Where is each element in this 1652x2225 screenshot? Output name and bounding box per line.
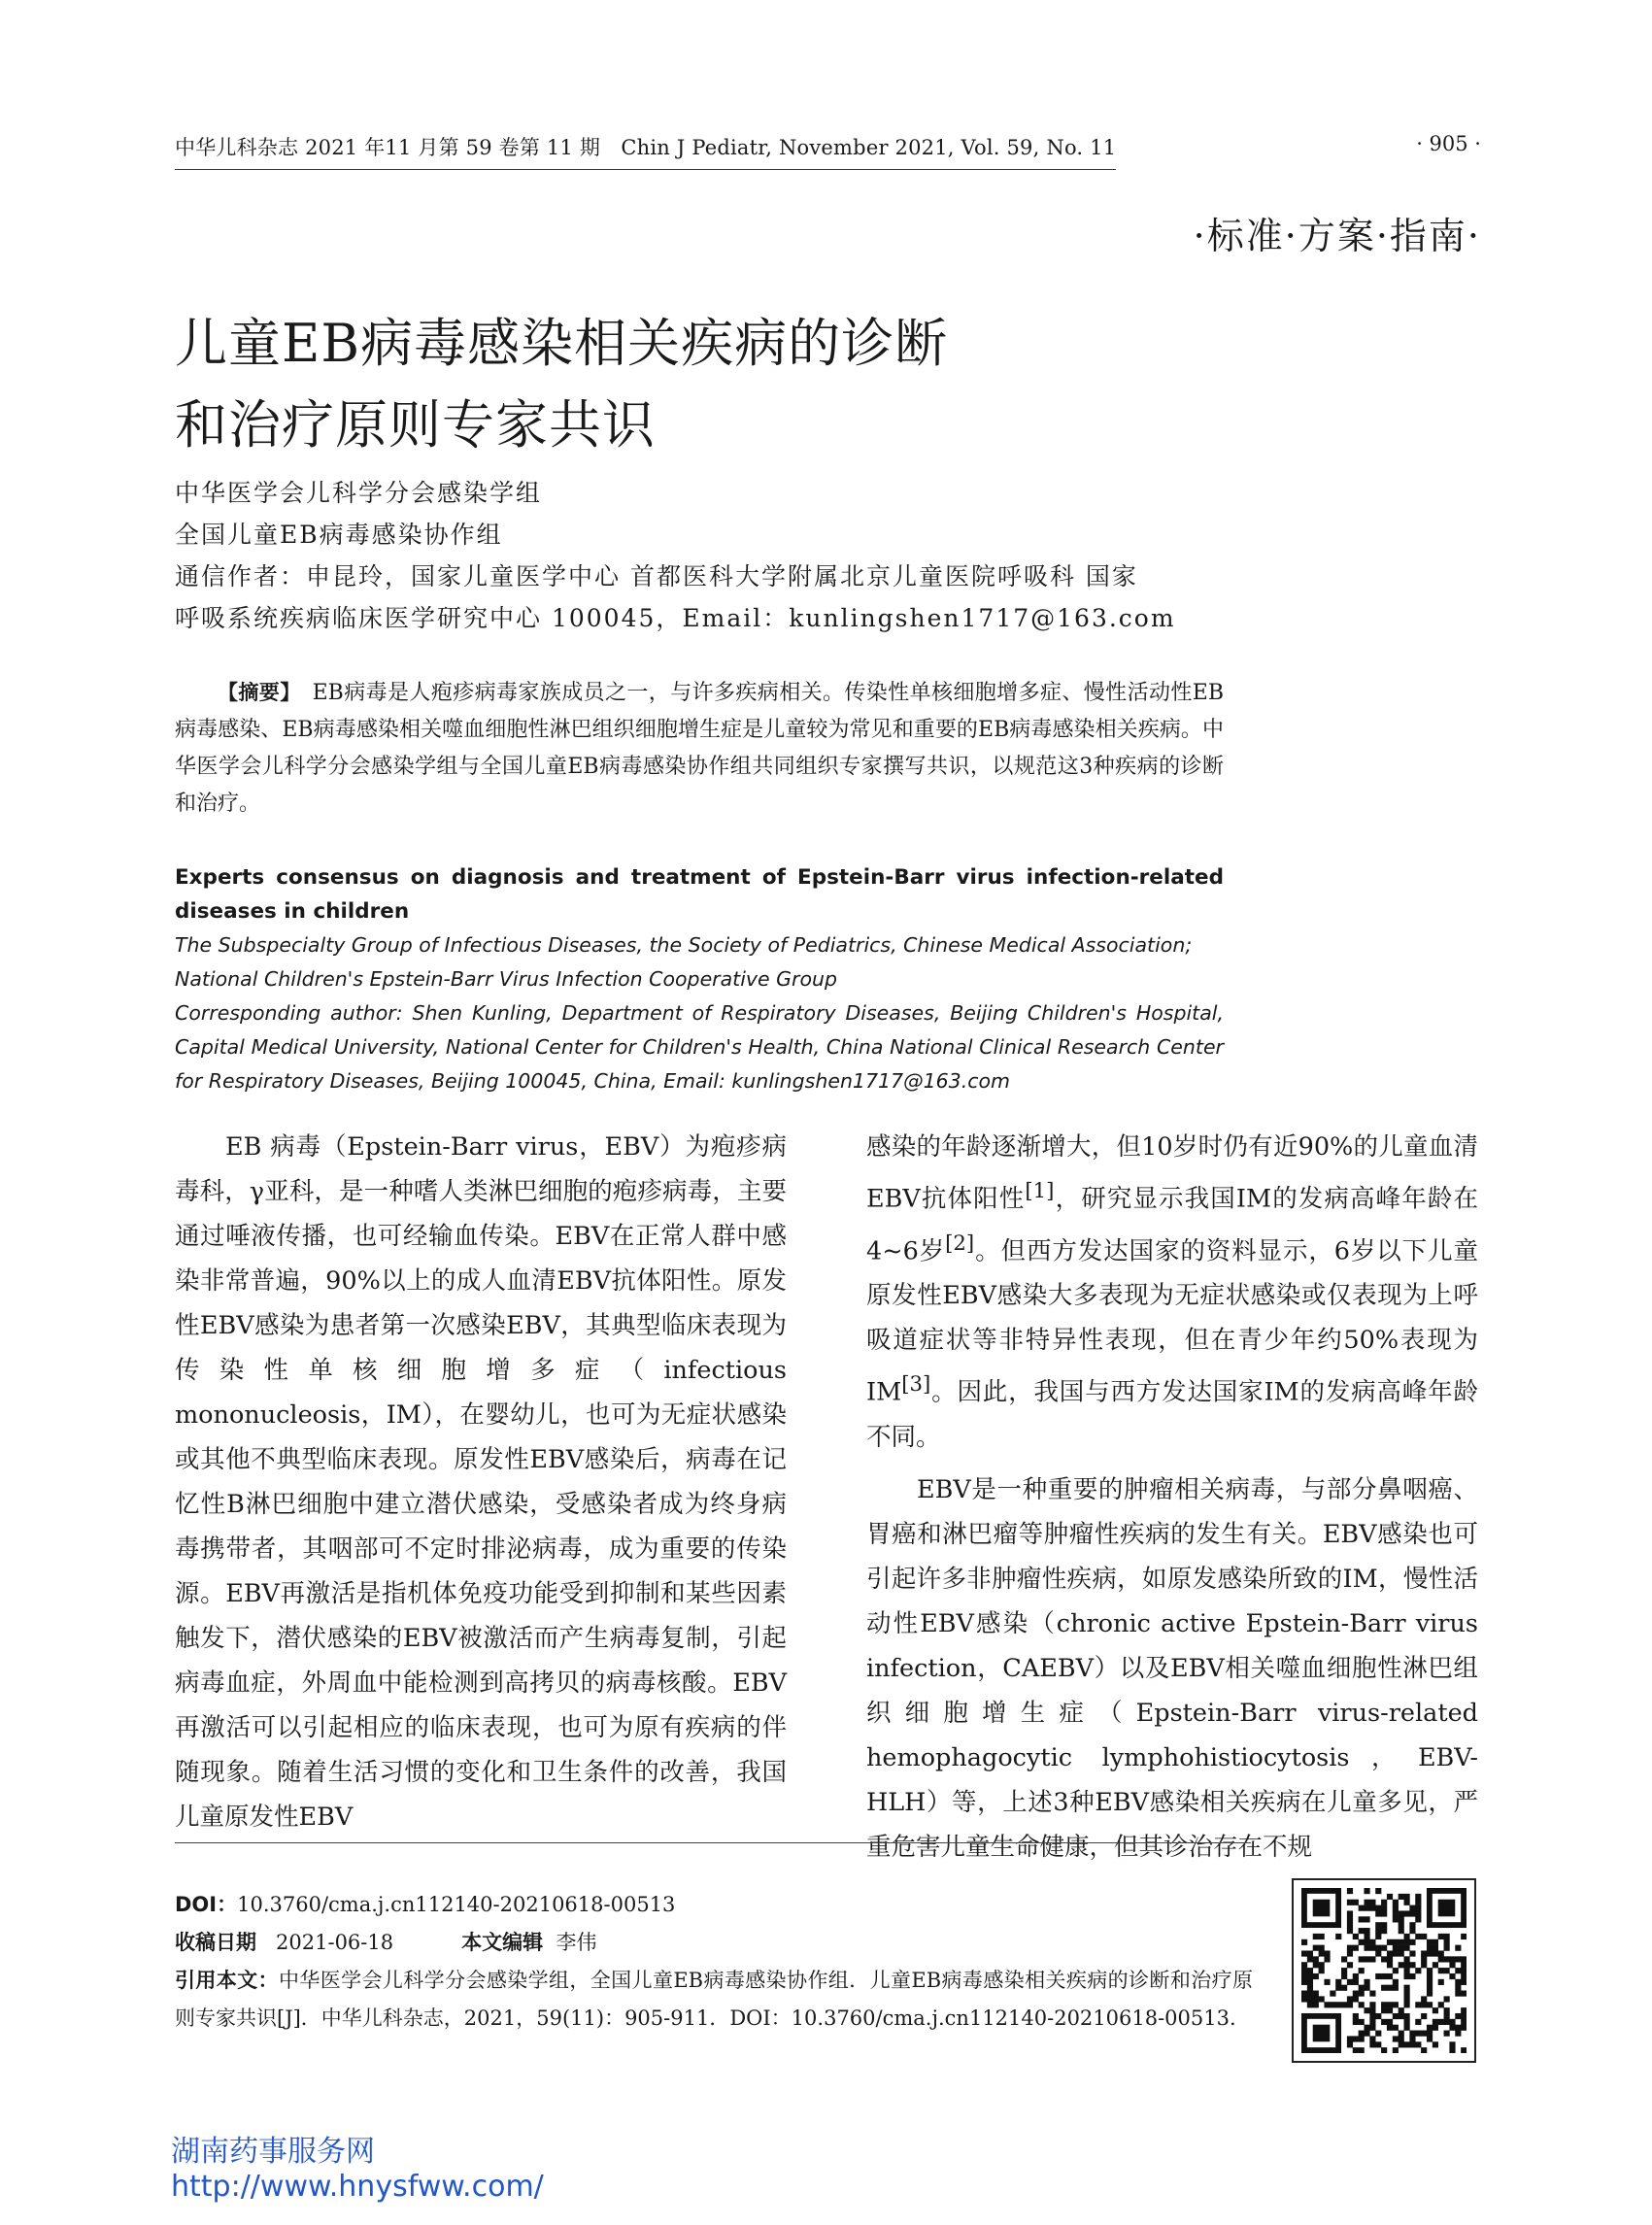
body-paragraph	[866, 1125, 1478, 1460]
body-paragraph: EB 病毒（Epstein-Barr virus，EBV）为疱疹病毒科，γ亚科，是一种嗜人类淋巴细胞的疱疹病毒，主要通过唾液传播，也可经输血传染。EBV在正常人群中感染非常普遍，90%以上的成人血清EBV抗体阳性。原发性EBV感染为患者第一次感染EBV，其典型临床表现为传染性单核细胞增多症（infectious mononucleosis，IM），在婴幼儿，也可为无症状感染或其他不典型临床表现。原发性EBV感染后，病毒在记忆性B淋巴细胞中建立潜伏感染，受感染者成为终身病毒携带者，其咽部可不定时排泌病毒，成为重要的传染源。EBV再激活是指机体免疫功能受到抑制和某些因素触发下，潜伏感染的EBV被激活而产生病毒复制，引起病毒血症，外周血中能检测到高拷贝的病毒核酸。EBV再激活可以引起相应的临床表现，也可为原有疾病的伴随现象。随着生活习惯的变化和卫生条件的改善，我国儿童原发性EBV	[175, 1132, 787, 1832]
citation-row	[175, 1962, 1253, 2038]
abstract	[175, 674, 1224, 823]
english-affiliation-2: National Children's Epstein-Barr Virus Infection Cooperative Group	[175, 967, 838, 991]
citation-value: 中华医学会儿科学分会感染学组，全国儿童EB病毒感染协作组．儿童EB病毒感染相关疾病的诊断和治疗原则专家共识[J]．中华儿科杂志，2021，59(11)：905-911．DOI：10.3760/cma.j.cn112140-20210618-00513.	[175, 1969, 1253, 2030]
received-label: 收稿日期	[175, 1931, 256, 1954]
citation-label: 引用本文：	[175, 1969, 279, 1992]
article-footnote	[175, 1886, 1253, 2038]
abstract-label: 【摘要】	[218, 681, 301, 704]
author-group-1: 中华医学会儿科学分会感染学组	[175, 479, 543, 507]
editor-value: 李伟	[556, 1931, 597, 1954]
watermark	[171, 2135, 544, 2205]
reference-1-link[interactable]: [1]	[1025, 1179, 1055, 1203]
author-block	[175, 472, 1243, 639]
watermark-site-name: 湖南药事服务网	[171, 2135, 375, 2169]
journal-citation-line: 中华儿科杂志 2021 年11 月第 59 卷第 11 期 Chin J Pediatr, November 2021, Vol. 59, No. 11	[175, 132, 1116, 170]
watermark-url[interactable]: http://www.hnysfww.com/	[171, 2170, 544, 2204]
editor-label: 本文编辑	[461, 1931, 544, 1954]
qr-code-graphic	[1301, 1888, 1467, 2053]
running-header	[175, 132, 1481, 167]
english-title: Experts consensus on diagnosis and treatment of Epstein-Barr virus infection-related diseases in children	[175, 865, 1224, 924]
footnote-divider	[175, 1842, 1251, 1843]
doi-row	[175, 1886, 1253, 1924]
received-value: 2021-06-18	[276, 1931, 394, 1954]
body-text: 。因此，我国与西方发达国家IM的发病高峰年龄不同。	[866, 1377, 1478, 1452]
reference-3-link[interactable]: [3]	[901, 1372, 931, 1397]
author-group-2: 全国儿童EB病毒感染协作组	[175, 521, 503, 549]
article-title-line-1: 儿童EB病毒感染相关疾病的诊断	[175, 313, 949, 374]
article-title	[175, 303, 1243, 466]
section-tag: ·标准·方案·指南·	[1193, 215, 1481, 257]
received-editor-row	[175, 1924, 1253, 1962]
body-text: ，研究显示我国IM的发病高峰年龄在4~6岁	[866, 1184, 1478, 1265]
doi-label: DOI：	[175, 1893, 238, 1916]
english-corresponding-author: Corresponding author: Shen Kunling, Department of Respiratory Diseases, Beijing Children's Hospital, Capital Medical University, National Center for Children's Health, China National Clinical Research Center for Respiratory Diseases, Beijing 100045, China, Email: kunlingshen1717@163.com	[175, 1001, 1224, 1093]
corresponding-author-line-2: 呼吸系统疾病临床医学研究中心 100045，Email：kunlingshen1717@163.com	[175, 604, 1176, 632]
body-text: 。但西方发达国家的资料显示，6岁以下儿童原发性EBV感染大多表现为无症状感染或仅表现为上呼吸道症状等非特异性表现，但在青少年约50%表现为IM	[866, 1236, 1478, 1407]
body-paragraph: EBV是一种重要的肿瘤相关病毒，与部分鼻咽癌、胃癌和淋巴瘤等肿瘤性疾病的发生有关。EBV感染也可引起许多非肿瘤性疾病，如原发感染所致的IM，慢性活动性EBV感染（chronic active Epstein-Barr virus infection，CAEBV）以及EBV相关噬血细胞性淋巴组织细胞增生症（Epstein-Barr virus-related hemophagocytic lymphohistiocytosis，EBV-HLH）等，上述3种EBV感染相关疾病在儿童多见，严重危害儿童生命健康，但其诊治存在不规	[866, 1474, 1478, 1862]
corresponding-author-line-1: 通信作者：申昆玲，国家儿童医学中心 首都医科大学附属北京儿童医院呼吸科 国家	[175, 562, 1138, 590]
body-column-right	[866, 1125, 1478, 1870]
abstract-text: EB病毒是人疱疹病毒家族成员之一，与许多疾病相关。传染性单核细胞增多症、慢性活动性EB病毒感染、EB病毒感染相关噬血细胞性淋巴组织细胞增生症是儿童较为常见和重要的EB病毒感染相关疾病。中华医学会儿科学分会感染学组与全国儿童EB病毒感染协作组共同组织专家撰写共识，以规范这3种疾病的诊断和治疗。	[175, 681, 1224, 816]
page-number: · 905 ·	[1416, 132, 1481, 155]
english-abstract-block	[175, 860, 1224, 1098]
doi-value[interactable]: 10.3760/cma.j.cn112140-20210618-00513	[237, 1893, 676, 1916]
body-text: 感染的年龄逐渐增大，但10岁时仍有近90%的儿童血清EBV抗体阳性	[866, 1132, 1478, 1214]
article-title-line-2: 和治疗原则专家共识	[175, 394, 656, 455]
english-affiliation-1: The Subspecialty Group of Infectious Diseases, the Society of Pediatrics, Chinese Medical Association;	[175, 933, 1193, 957]
body-column-left	[175, 1125, 787, 1839]
qr-code-icon	[1292, 1878, 1476, 2063]
reference-2-link[interactable]: [2]	[945, 1230, 975, 1256]
